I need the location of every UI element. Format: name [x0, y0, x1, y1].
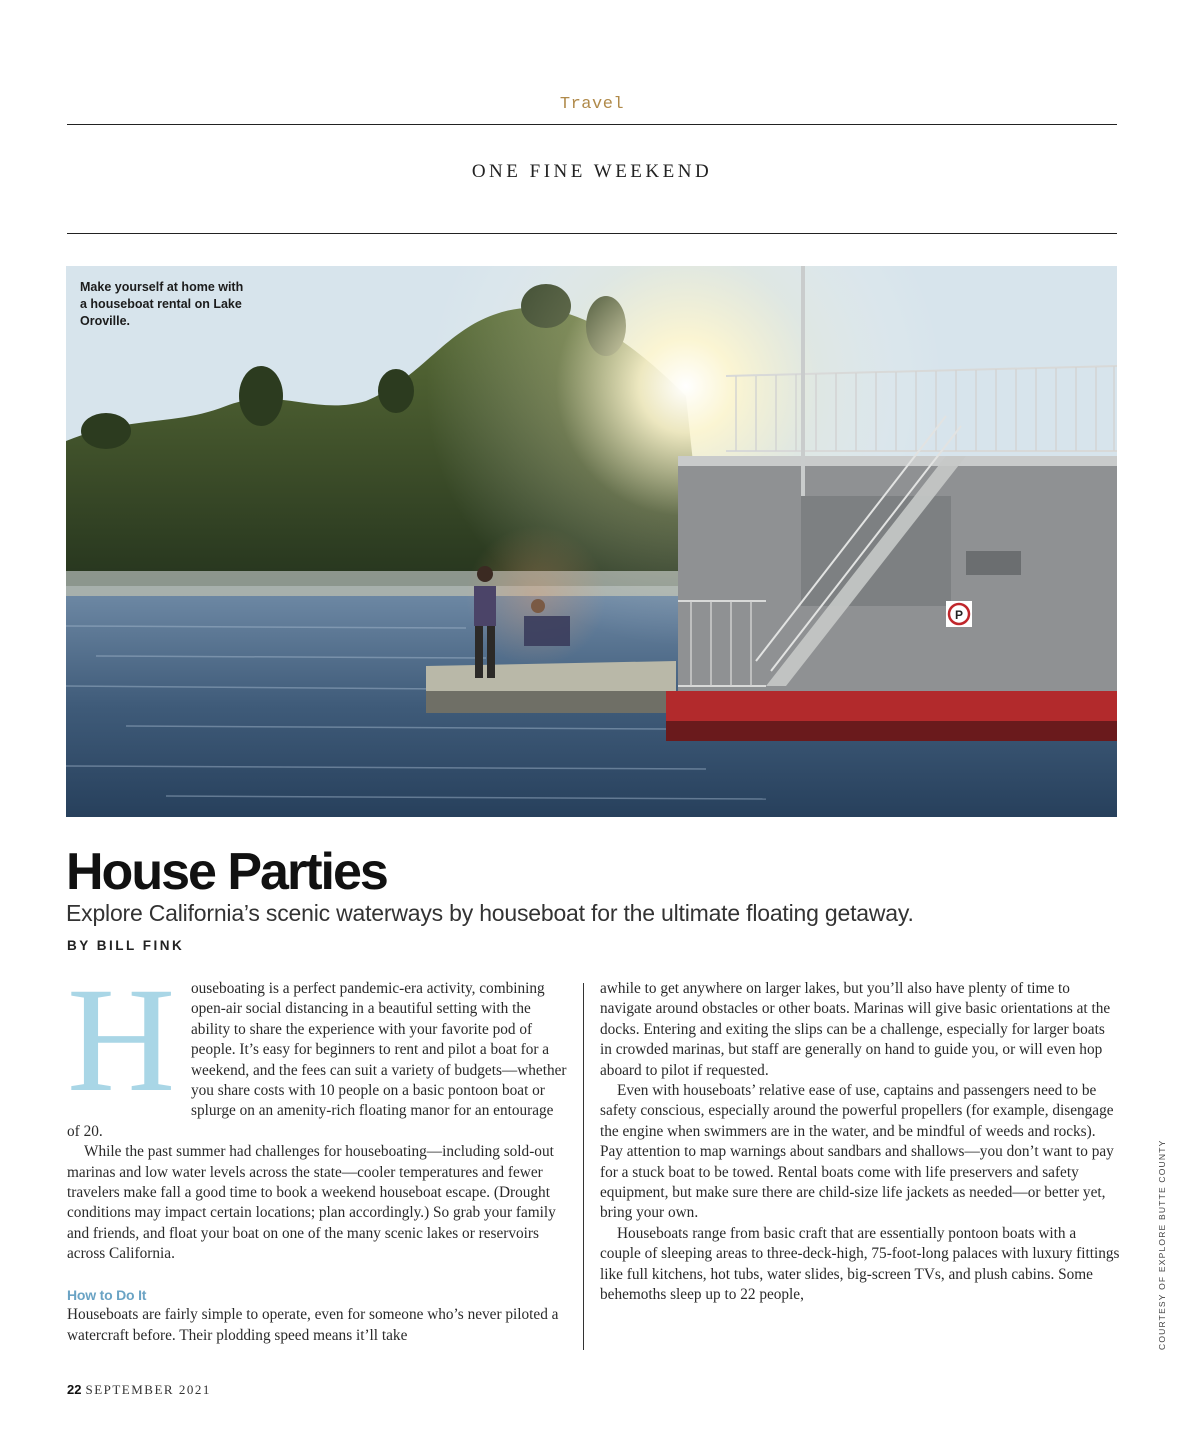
- paragraph-6: Houseboats range from basic craft that are essentially pontoon boats with a couple of sleeping areas to three-deck-high, 75-foot-long palaces with luxury fittings like full kitchens, hot tubs, water slides, big-screen TVs, and plush cabins. Some behemoths sleep up to 22 people,: [600, 1224, 1120, 1304]
- paragraph-5: Even with houseboats’ relative ease of use, captains and passengers need to be safety conscious, especially around the powerful propellers (for example, disengage the engine when swimmers are in the water, and be mindful of weeds and rocks). Pay attention to map warnings about sandbars and shallows—you don’t want to pay for a stuck boat to be towed. Rental boats come with life preservers and safety equipment, but make sure there are child-size life jackets as needed—or better yet, bring your own.: [600, 1082, 1114, 1222]
- paragraph-4: awhile to get anywhere on larger lakes, but you’ll also have plenty of time to navigate around obstacles or other boats. Marinas will give basic orientations at the docks. Entering and exiting the slips can be a challenge, especially for larger boats in crowded marinas, but staff are generally on hand to guide you, or will even hop aboard to pilot if requested.: [600, 980, 1111, 1079]
- byline: BY BILL FINK: [67, 938, 185, 953]
- no-parking-sign: P: [954, 608, 964, 622]
- header-rule: [67, 233, 1117, 234]
- headline: House Parties: [66, 843, 387, 901]
- lake-houseboat-photo: [66, 266, 1117, 817]
- photo-credit: COURTESY OF EXPLORE BUTTE COUNTY: [1157, 1139, 1167, 1350]
- dek: Explore California’s scenic waterways by houseboat for the ultimate floating getaway.: [66, 900, 914, 926]
- paragraph-3: Houseboats are fairly simple to operate, even for someone who’s never piloted a watercraft before. Their plodding speed means it’ll take: [67, 1306, 559, 1344]
- section-label: Travel: [559, 95, 625, 114]
- paragraph-1: [67, 957, 567, 1142]
- dropcap: H: [67, 957, 176, 1123]
- column-divider: [583, 983, 584, 1350]
- top-rule: [67, 124, 1117, 125]
- article-column-right: [600, 979, 1120, 1306]
- paragraph-1-text: ouseboating is a perfect pandemic-era activity, combining open-air social distancing in a beautiful setting with the ability to share the experience with your favorite pod of people. It’s easy for beginners to rent and pilot a boat for a weekend, and the fees can suit a variety of budgets—whether you share costs with 10 people on a basic pontoon boat or splurge on an amenity-rich floating manor for an entourage of 20.: [67, 980, 567, 1140]
- column-title: ONE FINE WEEKEND: [471, 161, 713, 182]
- photo-caption: Make yourself at home with a houseboat rental on Lake Oroville.: [80, 280, 244, 328]
- page-number: 22: [67, 1382, 82, 1397]
- folio: [67, 1382, 211, 1398]
- paragraph-2: While the past summer had challenges for houseboating—including sold-out marinas and low water levels across the state—cooler temperatures and fewer travelers make fall a good time to book a weekend houseboat escape. (Drought conditions may impact certain locations; plan accordingly.) So grab your family and friends, and float your boat on one of the many scenic lakes or reservoirs across California.: [67, 1143, 556, 1263]
- issue-date: SEPTEMBER 2021: [85, 1382, 211, 1397]
- subhead: How to Do It: [67, 1286, 147, 1303]
- article-column-left: [67, 957, 567, 1346]
